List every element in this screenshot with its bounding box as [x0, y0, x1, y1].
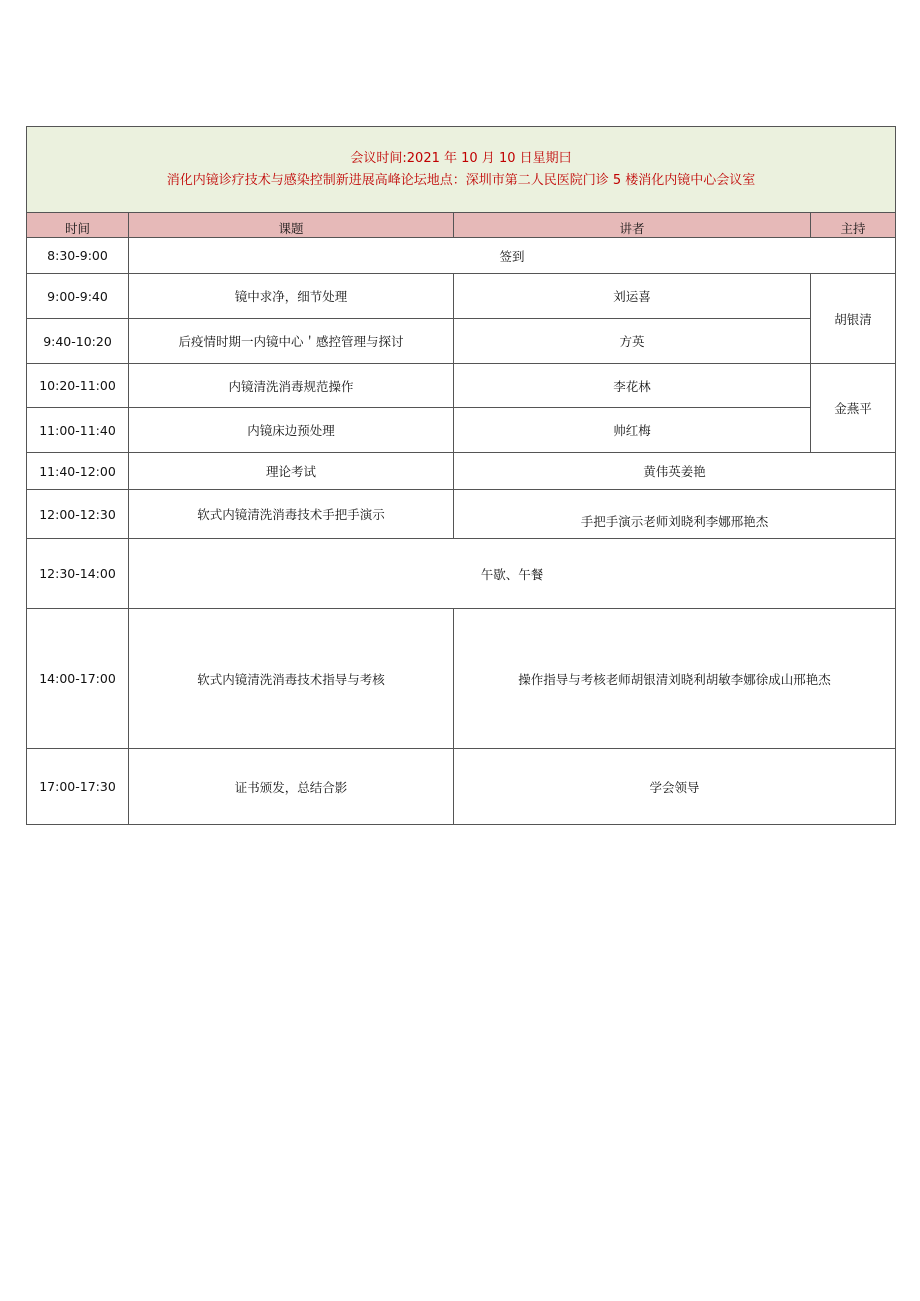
time-cell: 10:20-11:00 [27, 364, 129, 408]
header-speaker: 讲者 [454, 213, 811, 238]
meeting-time: 会议时间:2021 年 10 月 10 日星期曰 [350, 150, 572, 166]
header-host: 主持 [811, 213, 896, 238]
speaker-cell [454, 490, 896, 539]
table-row [27, 274, 896, 319]
speaker-cell: 黄伟英姜艳 [454, 453, 896, 490]
table-row [27, 749, 896, 825]
host-cell: 胡银清 [811, 274, 896, 364]
banner-cell [27, 127, 896, 213]
time-cell: 8:30-9:00 [27, 238, 129, 274]
topic-cell: 软式内镜清洗消毒技术手把手演示 [129, 490, 454, 539]
table-row [27, 238, 896, 274]
topic-cell: 镜中求净，细节处理 [129, 274, 454, 319]
schedule-table [26, 126, 896, 825]
time-cell: 11:00-11:40 [27, 408, 129, 453]
time-cell: 12:30-14:00 [27, 539, 129, 609]
header-topic: 课题 [129, 213, 454, 238]
speaker-cell: 学会领导 [454, 749, 896, 825]
speaker-cell: 李花林 [454, 364, 811, 408]
topic-cell: 后疫情时期一内镜中心＇感控管理与探讨 [129, 319, 454, 364]
time-cell: 9:40-10:20 [27, 319, 129, 364]
host-cell: 金燕平 [811, 364, 896, 453]
topic-cell: 理论考试 [129, 453, 454, 490]
meeting-banner [27, 127, 896, 213]
merged-cell: 午歇、午餐 [129, 539, 896, 609]
table-row [27, 539, 896, 609]
header-row [27, 213, 896, 238]
speaker-cell: 操作指导与考核老师胡银清刘晓利胡敏李娜徐成山邢艳杰 [454, 609, 896, 749]
table-row [27, 408, 896, 453]
table-row [27, 609, 896, 749]
time-cell: 14:00-17:00 [27, 609, 129, 749]
topic-cell: 证书颁发，总结合影 [129, 749, 454, 825]
time-cell: 11:40-12:00 [27, 453, 129, 490]
table-row [27, 319, 896, 364]
merged-cell: 签到 [129, 238, 896, 274]
table-row [27, 490, 896, 539]
speaker-text: 手把手演示老师刘晓利李娜邢艳杰 [580, 514, 769, 529]
topic-cell: 软式内镜清洗消毒技术指导与考核 [129, 609, 454, 749]
speaker-cell: 帅红梅 [454, 408, 811, 453]
table-row [27, 364, 896, 408]
speaker-cell: 刘运喜 [454, 274, 811, 319]
table-row [27, 453, 896, 490]
time-cell: 12:00-12:30 [27, 490, 129, 539]
time-cell: 17:00-17:30 [27, 749, 129, 825]
header-time: 时间 [27, 213, 129, 238]
topic-cell: 内镜床边预处理 [129, 408, 454, 453]
time-cell: 9:00-9:40 [27, 274, 129, 319]
speaker-cell: 方英 [454, 319, 811, 364]
meeting-title: 消化内镜诊疗技术与感染控制新进展高峰论坛地点：深圳市第二人民医院门诊 5 楼消化内镜中心会议室 [166, 172, 756, 188]
topic-cell: 内镜清洗消毒规范操作 [129, 364, 454, 408]
